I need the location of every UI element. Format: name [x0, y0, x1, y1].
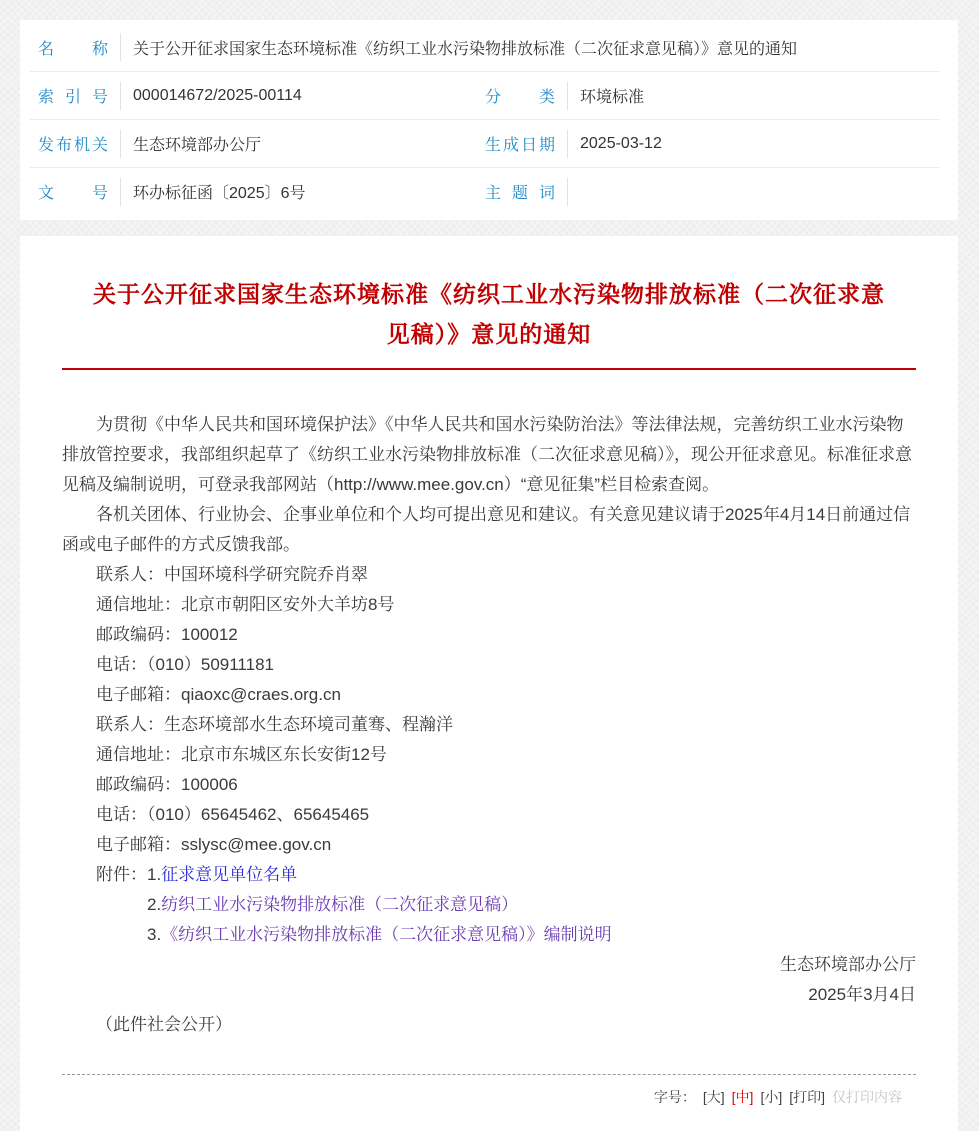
vertical-divider [567, 130, 568, 158]
contact-line: 通信地址：北京市东城区东长安街12号 [96, 745, 387, 764]
attachment-link-standard-draft[interactable]: 纺织工业水污染物排放标准（二次征求意见稿） [161, 895, 519, 914]
font-size-large-button[interactable]: [大] [702, 1089, 725, 1105]
article-body [62, 410, 916, 1040]
contact-line: 通信地址：北京市朝阳区安外大羊坊8号 [96, 595, 395, 614]
article-title: 关于公开征求国家生态环境标准《纺织工业水污染物排放标准（二次征求意见稿）》意见的通知 [93, 281, 885, 347]
vertical-divider [120, 33, 121, 61]
paragraph: 各机关团体、行业协会、企事业单位和个人均可提出意见和建议。有关意见建议请于2025年4月14日前通过信函或电子邮件的方式反馈我部。 [62, 505, 911, 554]
attachments-label: 附件： [96, 865, 147, 884]
document-info-card [20, 20, 958, 220]
contact-line: 电子邮箱：sslysc@mee.gov.cn [96, 835, 332, 854]
meta-cell-docno [38, 178, 485, 206]
generate-date-label: 生成日期 [485, 137, 555, 154]
meta-cell-subject [485, 178, 940, 206]
meta-cell-category [485, 82, 940, 110]
meta-cell-issuer [38, 130, 485, 158]
meta-row-name [30, 23, 940, 71]
vertical-divider [120, 130, 121, 158]
print-toolbar [62, 1087, 916, 1107]
attachment-number: 2. [147, 895, 162, 914]
attachment-line [62, 920, 916, 950]
index-number-value: 000014672/2025-00114 [133, 86, 302, 104]
contact-line: 电话：（010）50911181 [96, 655, 274, 674]
index-number-label: 索引号 [38, 89, 108, 106]
contact-line: 联系人：中国环境科学研究院乔肖翠 [96, 565, 368, 584]
name-value: 关于公开征求国家生态环境标准《纺织工业水污染物排放标准（二次征求意见稿）》意见的通知 [133, 40, 798, 58]
name-label: 名称 [38, 40, 108, 58]
meta-row-index [30, 71, 940, 119]
meta-row-issuer [30, 119, 940, 167]
generate-date-value: 2025-03-12 [580, 134, 662, 152]
public-disclosure-note: （此件社会公开） [96, 1015, 232, 1034]
paragraph: 为贯彻《中华人民共和国环境保护法》《中华人民共和国水污染防治法》等法律法规，完善纺织工业水污染物排放管控要求，我部组织起草了《纺织工业水污染物排放标准（二次征求意见稿）》，现公开征求意见。标准征求意见稿及编制说明，可登录我部网站（http://www.mee.gov.cn）“意见征集”栏目检索查阅。 [62, 415, 912, 494]
footer-divider [62, 1074, 916, 1075]
document-number-value: 环办标征函〔2025〕6号 [133, 185, 306, 202]
issuing-agency-value: 生态环境部办公厅 [133, 137, 262, 154]
article-card [20, 236, 958, 1131]
attachment-link-compilation-notes[interactable]: 《纺织工业水污染物排放标准（二次征求意见稿）》编制说明 [161, 925, 612, 944]
contact-line: 邮政编码：100012 [96, 625, 238, 644]
vertical-divider [120, 178, 121, 206]
vertical-divider [567, 82, 568, 110]
contact-line: 邮政编码：100006 [96, 775, 238, 794]
document-number-label: 文号 [38, 185, 108, 202]
attachment-number: 3. [147, 925, 162, 944]
contact-line: 电话：（010）65645462、65645465 [96, 805, 370, 824]
vertical-divider [120, 82, 121, 110]
meta-cell-name [38, 33, 940, 61]
print-button[interactable]: [打印] [789, 1089, 825, 1105]
print-content-only-note: 仅打印内容 [832, 1089, 902, 1105]
category-label: 分类 [485, 89, 555, 106]
category-value: 环境标准 [580, 89, 645, 106]
font-size-label: 字号： [653, 1089, 696, 1105]
signature-org: 生态环境部办公厅 [780, 955, 916, 974]
attachment-link-unit-list[interactable]: 征求意见单位名单 [161, 865, 298, 884]
issuing-agency-label: 发布机关 [38, 137, 108, 154]
contact-line: 电子邮箱：qiaoxc@craes.org.cn [96, 685, 341, 704]
meta-cell-date [485, 130, 940, 158]
subject-words-label: 主题词 [485, 185, 555, 202]
contact-line: 联系人：生态环境部水生态环境司董骞、程瀚洋 [96, 715, 453, 734]
attachment-number: 1. [147, 865, 162, 884]
signature-date: 2025年3月4日 [808, 985, 916, 1004]
meta-cell-index [38, 82, 485, 110]
font-size-medium-button[interactable]: [中] [731, 1089, 754, 1105]
attachment-line [62, 860, 916, 890]
vertical-divider [567, 178, 568, 206]
meta-row-docno [30, 167, 940, 215]
attachment-line [62, 890, 916, 920]
font-size-small-button[interactable]: [小] [760, 1089, 783, 1105]
title-rule [62, 368, 916, 370]
